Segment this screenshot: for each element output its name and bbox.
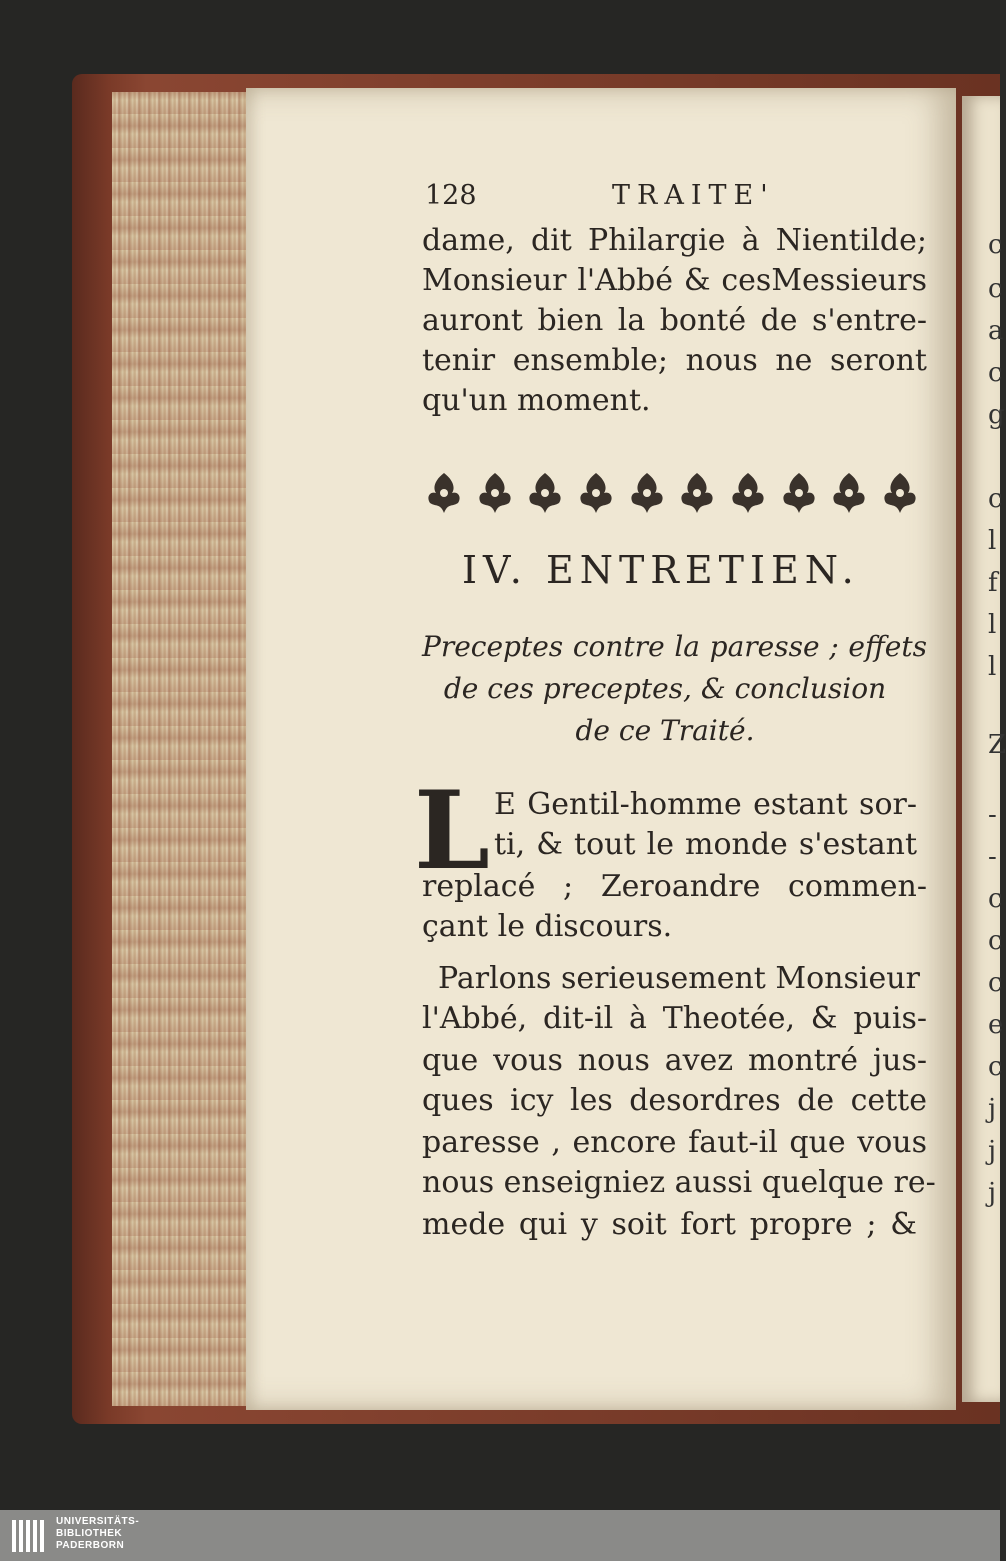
fleuron-ornament bbox=[675, 469, 719, 517]
text-line: que vous nous avez montré jus- bbox=[422, 1043, 927, 1078]
facing-letter: c bbox=[988, 230, 1003, 260]
text-line: ques icy les desordres de cette bbox=[422, 1083, 927, 1118]
library-name-line: PADERBORN bbox=[56, 1540, 125, 1551]
text-line: auront bien la bonté de s'entre- bbox=[422, 303, 927, 338]
facing-letter: l bbox=[988, 652, 997, 682]
facing-letter: f bbox=[988, 568, 998, 598]
facing-letter: c bbox=[988, 358, 1003, 388]
running-title: TRAITE' bbox=[612, 180, 775, 211]
svg-text:L: L bbox=[414, 768, 490, 894]
text-line: dame, dit Philargie à Nientilde; bbox=[422, 223, 927, 258]
facing-letter: a bbox=[988, 316, 1004, 346]
fleuron-ornament bbox=[523, 469, 567, 517]
facing-letter: l bbox=[988, 526, 997, 556]
facing-letter: c bbox=[988, 484, 1003, 514]
facing-letter: Z bbox=[988, 730, 1006, 760]
text-line: E Gentil-homme estant sor- bbox=[494, 787, 917, 822]
facing-letter: - bbox=[988, 842, 997, 872]
text-line: mede qui y soit fort propre ; & bbox=[422, 1207, 917, 1242]
text-line: paresse , encore faut-il que vous bbox=[422, 1125, 927, 1160]
library-logo-bar bbox=[0, 1510, 1000, 1561]
facing-letter: c bbox=[988, 968, 1003, 998]
library-name bbox=[56, 1516, 139, 1552]
page-number: 128 bbox=[425, 180, 477, 211]
text-line: Parlons serieusement Monsieur bbox=[438, 961, 920, 996]
chapter-subtitle-line: de ce Traité. bbox=[575, 714, 755, 747]
chapter-heading: IV. ENTRETIEN. bbox=[462, 548, 860, 592]
facing-letter: - bbox=[988, 800, 997, 830]
fleuron-ornament bbox=[777, 469, 821, 517]
library-columns-icon bbox=[10, 1518, 50, 1554]
text-line: l'Abbé, dit-il à Theotée, & puis- bbox=[422, 1001, 927, 1036]
library-name-line: BIBLIOTHEK bbox=[56, 1528, 123, 1539]
text-line: replacé ; Zeroandre commen- bbox=[422, 869, 927, 904]
text-line: nous enseigniez aussi quelque re- bbox=[422, 1165, 936, 1200]
fleuron-ornament bbox=[625, 469, 669, 517]
text-line: ti, & tout le monde s'estant bbox=[494, 827, 917, 862]
fleuron-ornament bbox=[827, 469, 871, 517]
drop-cap bbox=[412, 768, 490, 894]
fleuron-ornament bbox=[473, 469, 517, 517]
text-line: Monsieur l'Abbé & cesMessieurs bbox=[422, 263, 927, 298]
facing-letter: c bbox=[988, 1052, 1003, 1082]
text-line: çant le discours. bbox=[422, 909, 673, 944]
fleuron-ornament bbox=[574, 469, 618, 517]
chapter-subtitle-line: Preceptes contre la paresse ; effets bbox=[422, 630, 927, 663]
text-line: qu'un moment. bbox=[422, 383, 651, 418]
facing-letter: c bbox=[988, 926, 1003, 956]
facing-letter: c bbox=[988, 884, 1003, 914]
facing-letter: l bbox=[988, 610, 997, 640]
facing-letter: g bbox=[988, 400, 1005, 430]
facing-letter: e bbox=[988, 1010, 1004, 1040]
chapter-subtitle-line: de ces preceptes, & conclusion bbox=[443, 672, 887, 705]
facing-letter: c bbox=[988, 274, 1003, 304]
fleuron-band bbox=[422, 462, 922, 524]
library-name-line: UNIVERSITÄTS- bbox=[56, 1516, 140, 1527]
page-block-edges bbox=[112, 92, 252, 1406]
text-line: tenir ensemble; nous ne seront bbox=[422, 343, 927, 378]
facing-letter: j bbox=[988, 1094, 997, 1124]
facing-letter: j bbox=[988, 1136, 997, 1166]
facing-letter: j bbox=[988, 1178, 997, 1208]
fleuron-ornament bbox=[878, 469, 922, 517]
fleuron-ornament bbox=[422, 469, 466, 517]
fleuron-ornament bbox=[726, 469, 770, 517]
